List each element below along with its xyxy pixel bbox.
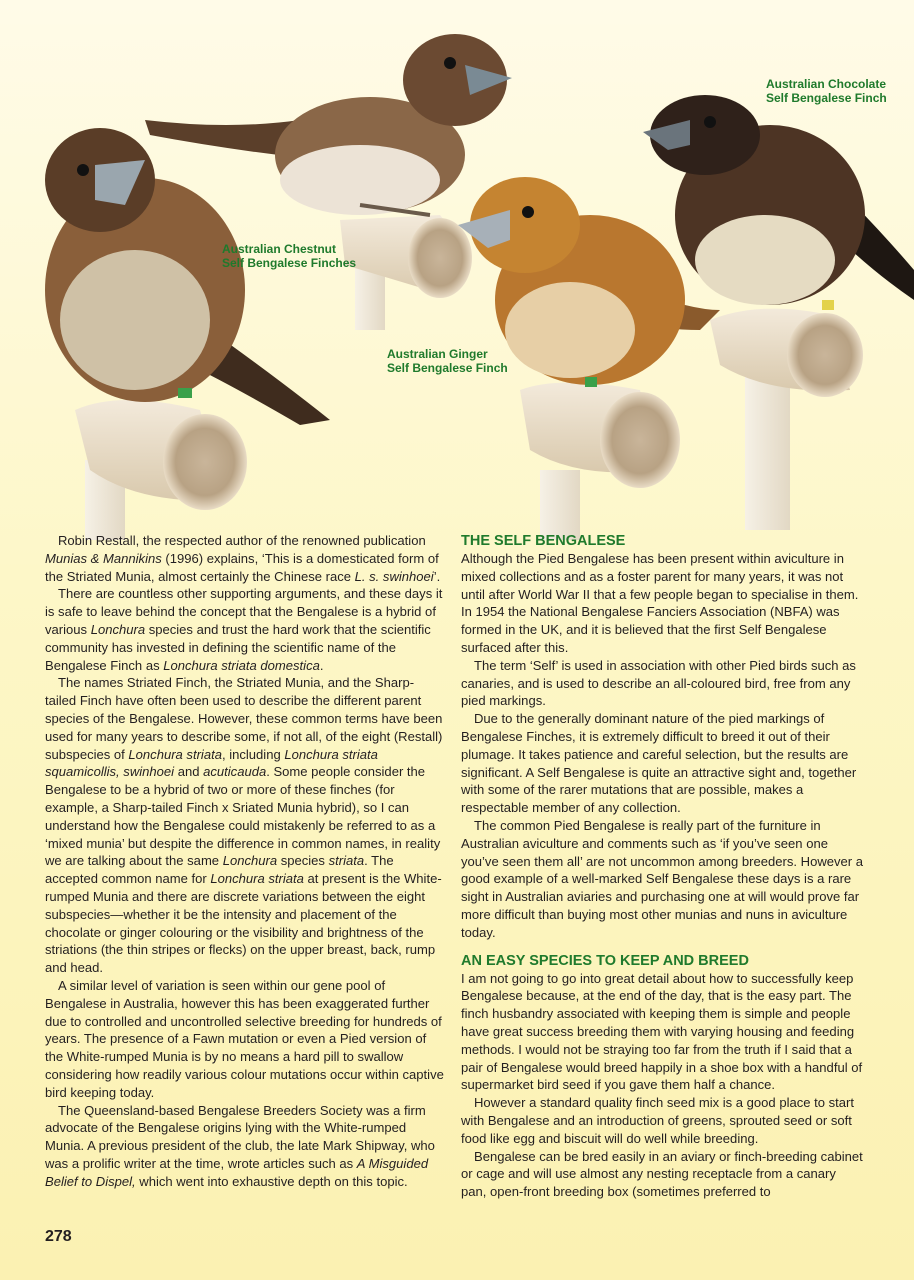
paragraph: The term ‘Self’ is used in association with other Pied birds such as canaries, and is used to describe an all-coloured bird, free from any pied markings. [461, 657, 856, 709]
section-heading: AN EASY SPECIES TO KEEP AND BREED [461, 952, 749, 969]
perch-left [75, 400, 247, 540]
paragraph: The common Pied Bengalese is really part of the furniture in Australian aviculture and comments such as ‘if you’ve seen one you’ve seen them all’ are not uncommon among breeders. However a good example of a well-marked Self Bengalese these days is a rare sight in Australian aviaries and purchasing one at will would prove far more difficult than buying most other munias and nuns in aviculture today. [461, 817, 864, 940]
left-column [45, 532, 445, 1190]
paragraph: The Queensland-based Bengalese Breeders Society was a firm advocate of the Bengalese origins lying with the White-rumped Munia. A previous president of the club, the late Mark Shipway, who was a prolific writer at the time, wrote articles such as A Misguided Belief to Dispel, which went into exhaustive depth on this topic. [45, 1102, 435, 1189]
bird-chocolate [643, 95, 914, 310]
bird-top-centre [145, 34, 512, 215]
paragraph: Although the Pied Bengalese has been present within aviculture in mixed collections and as a foster parent for many years, it was not until after World War II that a few people began to specialise in them. In 1954 the National Bengalese Fanciers Association (NBFA) was formed in the UK, and it is believed that the first Self Bengalese surfaced after this. [461, 551, 859, 655]
paragraph: The names Striated Finch, the Striated Munia, and the Sharp-tailed Finch have often been used to describe the different parent species of the Bengalese. However, these common terms have been used for many years to describe some, if not all, of the eight (Restall) subspecies of Lonchura striata, including Lonchura striata squamicollis, swinhoei and acuticauda. Some people consider the Bengalese to be a hybrid of two or more of these finches (for example, a Sharp-tailed Finch x Sriated Munia hybrid), so I can understand how the Bengalese could mistakenly be referred to as a ‘mixed munia’ but despite the difference in common names, in reality we are talking about the same Lonchura species striata. The accepted common name for Lonchura striata at present is the White-rumped Munia and there are discrete variations between the eight subspecies—whether it be the intensity and placement of the chocolate or ginger colouring or the visibility and brightness of the striations (the thin stripes or flecks) on the upper breast, back, rump and head. [45, 675, 443, 976]
right-column [461, 532, 863, 1201]
page-number: 278 [45, 1228, 72, 1245]
paragraph: Bengalese can be bred easily in an aviary or finch-breeding cabinet or cage and will use almost any nesting receptacle from a canary pan, open-front breeding box (sometimes preferred to [461, 1148, 863, 1200]
paragraph: I am not going to go into great detail about how to successfully keep Bengalese because, at the end of the day, that is the easy part. The finch husbandry associated with keeping them is simple and people have great success breeding them with varying housing and feeding methods. I would not be straying too far from the truth if I said that a pair of Bengalese would breed happily in a shoe box with a handful of supermarket bird seed if you gave them half a chance. [461, 970, 863, 1093]
caption-chocolate: Australian Chocolate Self Bengalese Finch [766, 77, 887, 105]
perch-chocolate [710, 309, 863, 530]
paragraph: However a standard quality finch seed mix is a good place to start with Bengalese and an introduction of greens, sprouted seed or soft food like egg and biscuit will do well while breeding. [461, 1095, 855, 1146]
perch-ginger [520, 383, 680, 541]
section-heading: THE SELF BENGALESE [461, 533, 626, 549]
caption-chestnut: Australian Chestnut Self Bengalese Finches [222, 242, 357, 270]
paragraph: Due to the generally dominant nature of the pied markings of Bengalese Finches, it is extremely difficult to breed it out of their plumage. It takes patience and careful selection, but the results are significant. A Self Bengalese is quite an attractive sight and, together with some of the rarer mutations that are possible, makes a respectable member of any collection. [461, 711, 857, 816]
perch-top-centre [340, 215, 472, 330]
paragraph: A similar level of variation is seen within our gene pool of Bengalese in Australia, however this has been exaggerated further due to controlled and uncontrolled selective breeding for hundreds of years. The presence of a Fawn mutation or even a Pied version of the White-rumped Munia is by no means a hard pill to swallow considering how readily various colour mutations occur within captive bird keeping today. [45, 977, 444, 1100]
paragraph: Robin Restall, the respected author of the renowned publication Munias & Mannikins (1996) explains, ‘This is a domesticated form of the Striated Munia, almost certainly the Chinese race L. s. swinhoei’. [45, 533, 441, 584]
caption-ginger: Australian Ginger Self Bengalese Finch [387, 347, 508, 375]
paragraph: There are countless other supporting arguments, and these days it is safe to leave behind the concept that the Bengalese is a hybrid of various Lonchura species and trust the hard work that the scientific community has invested in defining the scientific name of the Bengalese Finch as Lonchura striata domestica. [45, 586, 443, 673]
